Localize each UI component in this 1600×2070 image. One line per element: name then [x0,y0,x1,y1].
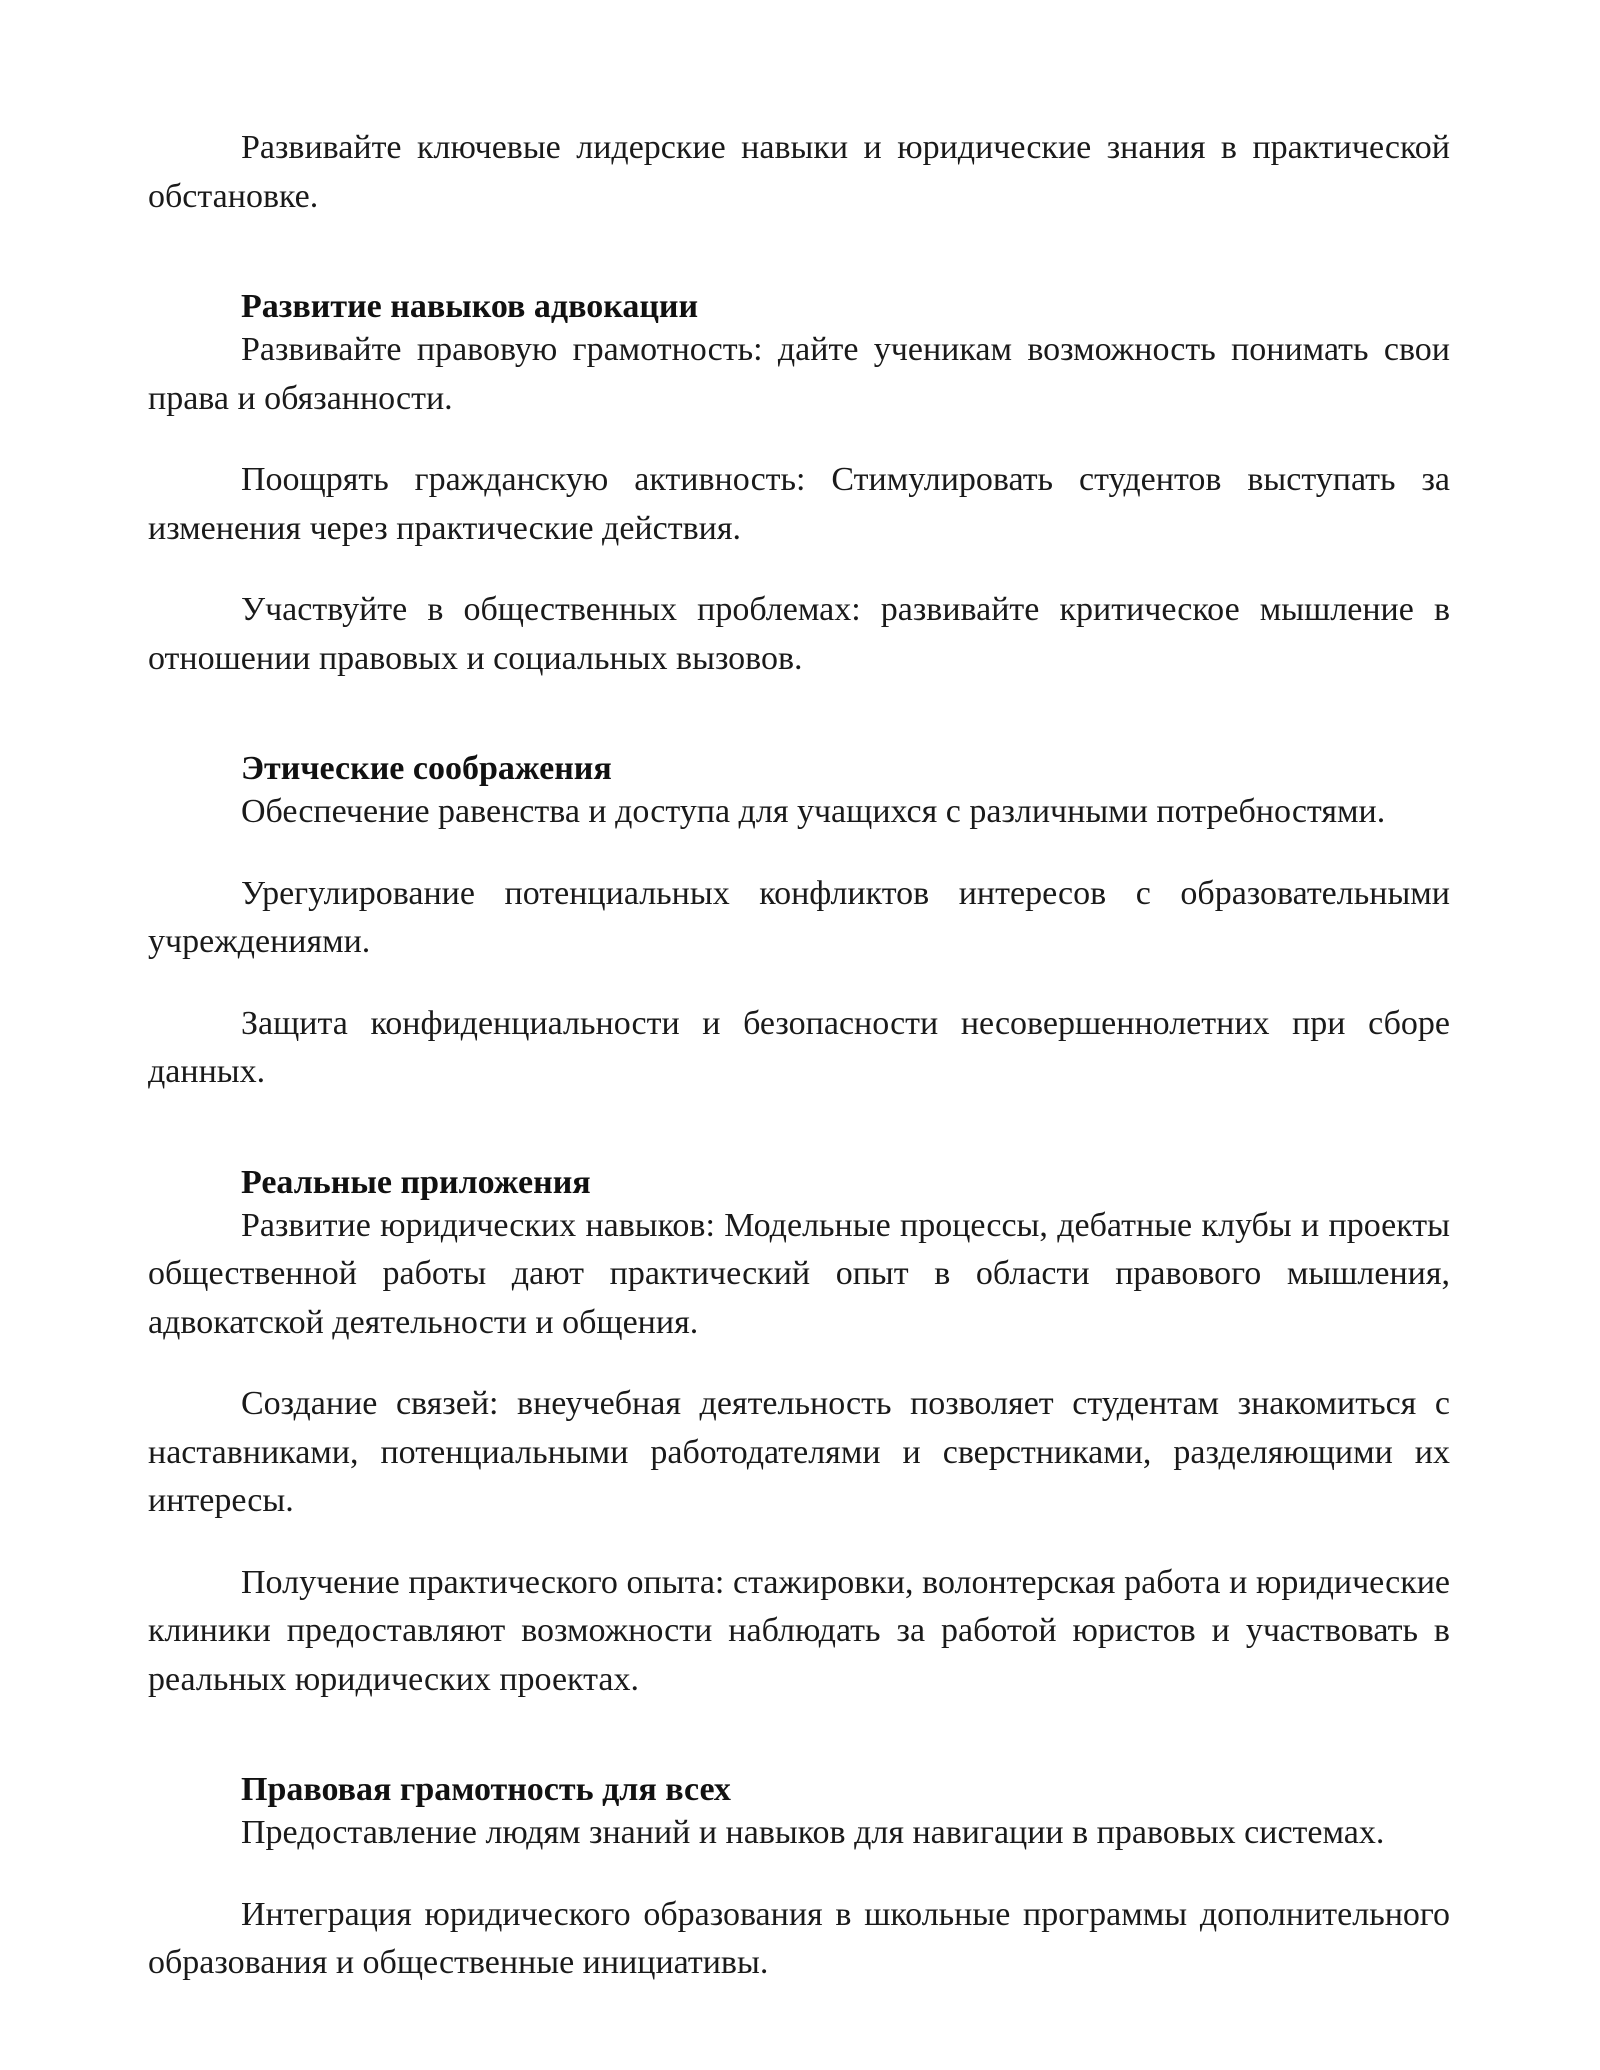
paragraph: Обеспечение равенства и доступа для учащихся с различными потребностями. [241,793,1386,830]
paragraph: Развивайте правовую грамотность: дайте ученикам возможность понимать свои права и обязанности. [148,331,1450,417]
paragraph: Создание связей: внеучебная деятельность позволяет студентам знакомиться с наставниками, потенциальными работодателями и сверстниками, разделяющими их интересы. [148,1385,1450,1519]
section-heading: Правовая грамотность для всех [241,1771,731,1808]
paragraph: Интеграция юридического образования в школьные программы дополнительного образования и общественные инициативы. [148,1895,1450,1981]
paragraph: Защита конфиденциальности и безопасности несовершеннолетних при сборе данных. [148,1004,1450,1090]
section-heading: Этические соображения [241,750,612,787]
section-real-applications [148,1164,1450,1705]
paragraph: Получение практического опыта: стажировки, волонтерская работа и юридические клиники предоставляют возможности наблюдать за работой юристов и участвовать в реальных юридических проектах. [148,1563,1450,1698]
intro-paragraph: Развивайте ключевые лидерские навыки и юридические знания в практической обстановке. [148,129,1450,215]
section-legal-literacy [148,1771,1450,1988]
paragraph: Развитие юридических навыков: Модельные процессы, дебатные клубы и проекты общественной работы дают практический опыт в области правового мышления, адвокатской деятельности и общения. [148,1206,1450,1341]
section-ethics [148,750,1450,1097]
paragraph: Урегулирование потенциальных конфликтов интересов с образовательными учреждениями. [148,874,1450,960]
paragraph: Предоставление людям знаний и навыков для навигации в правовых системах. [241,1814,1385,1851]
section-heading: Реальные приложения [241,1163,591,1201]
paragraph: Поощрять гражданскую активность: Стимулировать студентов выступать за изменения через практические действия. [148,461,1450,547]
section-heading: Развитие навыков адвокации [241,288,699,325]
paragraph: Участвуйте в общественных проблемах: развивайте критическое мышление в отношении правовых и социальных вызовов. [148,591,1450,677]
document-page [148,124,1450,1988]
section-advocacy [148,288,1450,683]
